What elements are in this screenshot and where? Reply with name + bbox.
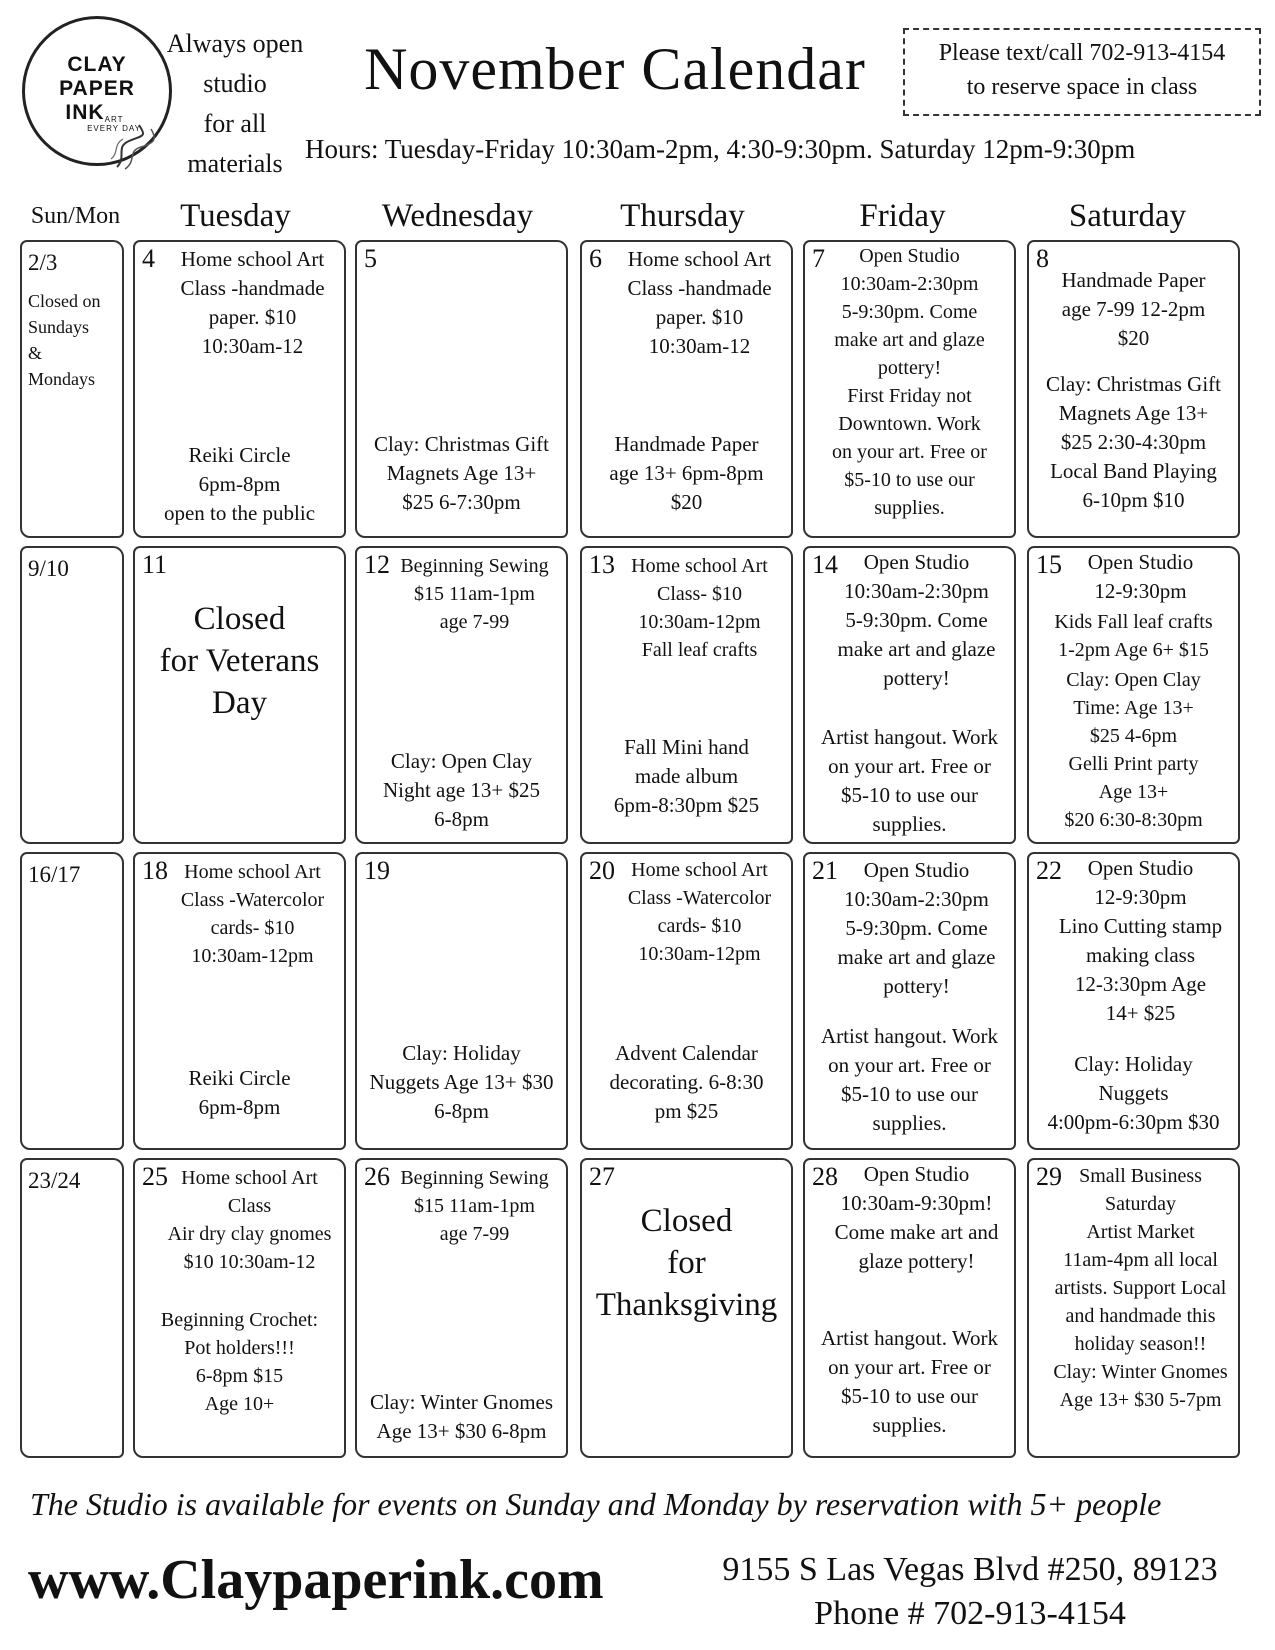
event-text: Clay: Christmas Gift Magnets Age 13+ $25 6-7:30pm — [374, 432, 549, 514]
day-number: 16/17 — [28, 862, 81, 887]
event-text: Artist hangout. Work on your art. Free or $5-10 to use our supplies. — [821, 1326, 998, 1437]
day-number: 18 — [142, 856, 168, 885]
day-cell-tuesday — [133, 852, 346, 1150]
day-number: 5 — [364, 244, 377, 273]
day-cell-thursday — [580, 1158, 793, 1458]
day-number: 8 — [1036, 244, 1049, 273]
hours-line: Hours: Tuesday-Friday 10:30am-2pm, 4:30-9:30pm. Saturday 12pm-9:30pm — [305, 134, 1136, 164]
event-text: Beginning Sewing $15 11am-1pm age 7-99 — [400, 1167, 549, 1245]
day-cell-sunmon — [20, 546, 124, 844]
day-cell-friday — [803, 240, 1016, 538]
event-text: Handmade Paper age 13+ 6pm-8pm $20 — [609, 432, 764, 514]
closed-note: Closed on Sundays & Mondays — [28, 291, 101, 389]
event-text: Clay: Winter Gnomes Age 13+ $30 6-8pm — [369, 1390, 554, 1443]
day-number: 21 — [812, 856, 838, 885]
day-header-thursday: Thursday — [620, 198, 745, 234]
day-cell-friday — [803, 852, 1016, 1150]
day-number: 26 — [364, 1162, 390, 1191]
day-cell-wednesday — [355, 240, 568, 538]
event-text: Open Studio 10:30am-9:30pm! Come make art and glaze pottery! — [834, 1162, 999, 1273]
event-text: Open Studio 12-9:30pm — [1087, 550, 1194, 603]
day-header-wednesday: Wednesday — [381, 198, 534, 234]
event-text: Clay: Christmas Gift Magnets Age 13+ $25 2:30-4:30pm Local Band Playing 6-10pm $10 — [1046, 372, 1221, 512]
website-link[interactable]: www.Claypaperink.com — [28, 1549, 604, 1611]
day-number: 20 — [589, 856, 615, 885]
logo-word: CLAY — [67, 53, 127, 76]
event-text: Open Studio 12-9:30pm Lino Cutting stamp making class 12-3:30pm Age 14+ $25 — [1058, 856, 1223, 1025]
event-text: Home school Art Class- $10 10:30am-12pm Fall leaf crafts — [631, 555, 768, 661]
day-header-saturday: Saturday — [1068, 198, 1187, 234]
reserve-notice: Please text/call 702-913-4154 to reserve space in class — [903, 28, 1261, 116]
day-cell-sunmon — [20, 1158, 124, 1458]
day-cell-thursday — [580, 240, 793, 538]
logo-word: INK — [65, 101, 105, 124]
day-number: 6 — [589, 244, 602, 273]
event-text: Reiki Circle 6pm-8pm open to the public — [163, 443, 316, 525]
event-text: Home school Art Class Air dry clay gnomes $10 10:30am-12 — [167, 1167, 332, 1273]
day-number: 11 — [142, 550, 168, 579]
day-number: 9/10 — [28, 556, 69, 581]
day-cell-wednesday — [355, 546, 568, 844]
logo-tagline: ART EVERY DAY — [87, 115, 141, 133]
closed-notice: Closed for Thanksgiving — [595, 1203, 778, 1323]
day-number: 29 — [1036, 1162, 1062, 1191]
day-header-tuesday: Tuesday — [180, 198, 291, 234]
event-text: Beginning Sewing $15 11am-1pm age 7-99 — [400, 555, 549, 633]
day-cell-wednesday — [355, 852, 568, 1150]
event-text: Fall Mini hand made album 6pm-8:30pm $25 — [613, 735, 760, 817]
day-cell-sunmon — [20, 852, 124, 1150]
always-open-note: Always open studio for all materials — [166, 29, 304, 178]
closed-notice: Closed for Veterans Day — [159, 601, 320, 721]
day-number: 22 — [1036, 856, 1062, 885]
event-text: Home school Art Class -handmade paper. $10 10:30am-12 — [627, 247, 772, 358]
day-cell-saturday — [1027, 546, 1240, 844]
day-header-sunmon: Sun/Mon — [30, 203, 121, 229]
page-title: November Calendar — [364, 36, 866, 102]
event-text: Reiki Circle 6pm-8pm — [188, 1066, 291, 1119]
day-number: 13 — [589, 550, 615, 579]
day-cell-tuesday — [133, 1158, 346, 1458]
day-number: 25 — [142, 1162, 168, 1191]
day-cell-wednesday — [355, 1158, 568, 1458]
day-number: 19 — [364, 856, 390, 885]
day-number: 12 — [364, 550, 390, 579]
day-cell-tuesday — [133, 240, 346, 538]
day-cell-thursday — [580, 546, 793, 844]
day-cell-saturday — [1027, 852, 1240, 1150]
day-number: 2/3 — [28, 250, 58, 275]
event-text: Clay: Holiday Nuggets 4:00pm-6:30pm $30 — [1047, 1052, 1220, 1134]
day-number: 27 — [589, 1162, 615, 1191]
event-text: Artist hangout. Work on your art. Free or $5-10 to use our supplies. — [821, 725, 998, 836]
event-text: Home school Art Class -Watercolor cards- $10 10:30am-12pm — [180, 861, 325, 967]
event-text: Home school Art Class -Watercolor cards- $10 10:30am-12pm — [627, 859, 772, 965]
day-number: 4 — [142, 244, 155, 273]
day-cell-thursday — [580, 852, 793, 1150]
day-cell-saturday — [1027, 240, 1240, 538]
event-text: Open Studio 10:30am-2:30pm 5-9:30pm. Come make art and glaze pottery! — [837, 858, 996, 998]
day-cell-tuesday — [133, 546, 346, 844]
event-text: Small Business Saturday Artist Market 11am-4pm all local artists. Support Local and handmade this holiday season!! Clay: Winter Gnomes Age 13+ $30 5-7pm — [1053, 1165, 1228, 1411]
day-number: 28 — [812, 1162, 838, 1191]
event-text: Home school Art Class -handmade paper. $10 10:30am-12 — [180, 247, 325, 358]
day-number: 7 — [812, 244, 825, 273]
event-text: Clay: Open Clay Time: Age 13+ $25 4-6pm Gelli Print party Age 13+ $20 6:30-8:30pm — [1064, 669, 1203, 831]
event-text: Open Studio 10:30am-2:30pm 5-9:30pm. Come make art and glaze pottery! — [837, 550, 996, 690]
day-cell-sunmon — [20, 240, 124, 538]
events-availability-note: The Studio is available for events on Sunday and Monday by reservation with 5+ people — [30, 1486, 1162, 1522]
day-number: 14 — [812, 550, 838, 579]
day-cell-friday — [803, 546, 1016, 844]
event-text: Beginning Crochet: Pot holders!!! 6-8pm $15 Age 10+ — [160, 1309, 319, 1415]
event-text: Clay: Open Clay Night age 13+ $25 6-8pm — [382, 749, 541, 831]
day-number: 23/24 — [28, 1168, 81, 1193]
event-text: Advent Calendar decorating. 6-8:30 pm $25 — [609, 1041, 764, 1123]
day-cell-friday — [803, 1158, 1016, 1458]
day-number: 15 — [1036, 550, 1062, 579]
event-text: Handmade Paper age 7-99 12-2pm $20 — [1061, 268, 1206, 350]
address-phone: 9155 S Las Vegas Blvd #250, 89123 Phone # 702-913-4154 — [722, 1551, 1218, 1632]
event-text: Open Studio 10:30am-2:30pm 5-9:30pm. Come make art and glaze pottery! First Friday not Downtown. Work on your art. Free or $5-10 to use our supplies. — [832, 245, 987, 519]
logo-word: PAPER — [59, 77, 135, 100]
day-header-friday: Friday — [859, 198, 946, 234]
event-text: Kids Fall leaf crafts 1-2pm Age 6+ $15 — [1054, 611, 1213, 661]
event-text: Clay: Holiday Nuggets Age 13+ $30 6-8pm — [369, 1041, 554, 1123]
day-cell-saturday — [1027, 1158, 1240, 1458]
event-text: Artist hangout. Work on your art. Free or $5-10 to use our supplies. — [821, 1024, 998, 1135]
